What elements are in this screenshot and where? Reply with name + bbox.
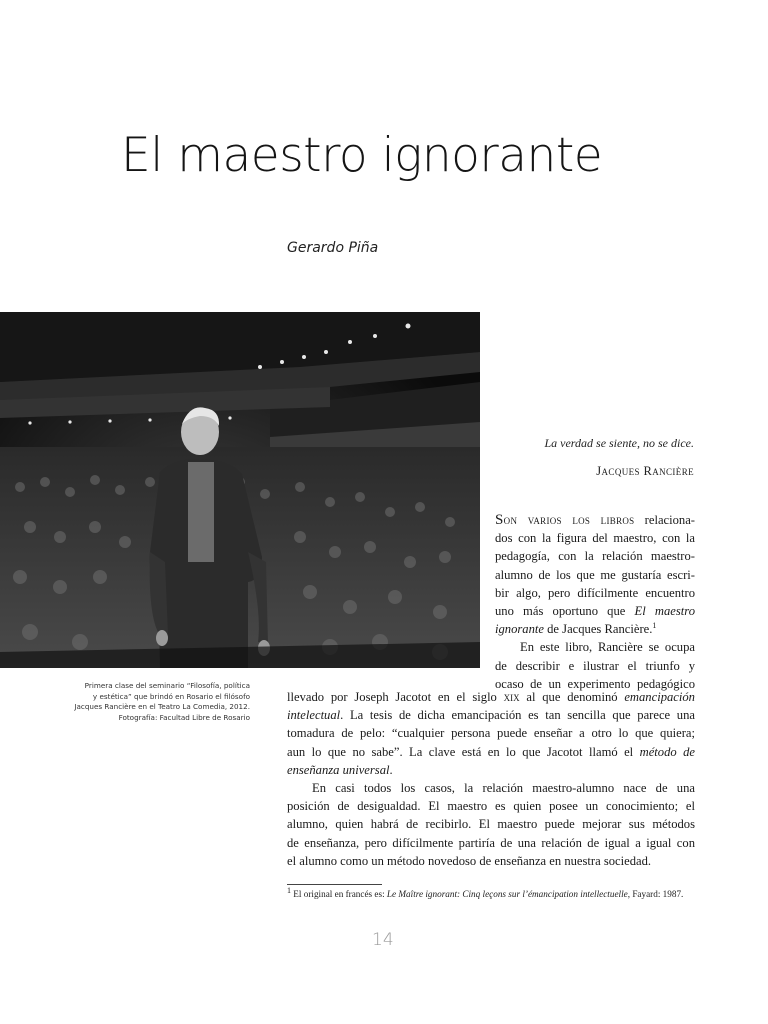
paragraph (495, 511, 695, 638)
caption-line: Primera clase del seminario “Filosofía, política (84, 681, 250, 690)
caption-line: Fotografía: Facultad Libre de Rosario (118, 712, 250, 722)
footnote-number: 1 (287, 885, 291, 895)
text-line: de enseñanza, pero difícilmente partiría de una relación de igual a igual con (287, 835, 695, 850)
text-line: uno más oportuno que El maestro (495, 604, 696, 619)
body-column-wide (287, 688, 695, 870)
epigraph-attribution: Jacques Rancière (596, 464, 694, 478)
footnote: $^1$ El original en francés es: Le Maître ignorant: Cinq leçons sur l’émancipation intellectuelle, Fayard: 1987. (287, 885, 684, 899)
text-line: intelectual. La tesis de dicha emancipación es tan sencilla que parece una (287, 708, 695, 723)
article-author: Gerardo Piña (287, 240, 379, 256)
text-line: bir algo, pero difícilmente encuentro (495, 585, 695, 600)
caption-line: y estética” que brindó en Rosario el filósofo (92, 691, 250, 701)
photo-caption (70, 681, 250, 723)
text-line: En este libro, Rancière se ocupa (520, 640, 695, 655)
text-line: aun lo que no sabe”. La clave está en lo que Jacotot llamó el método de (287, 744, 695, 759)
footnote-book-title: Le Maître ignorant: Cinq leçons sur l’émancipation intellectuelle (386, 889, 628, 899)
text-line: alumno, quien habrá de recibirlo. El maestro puede mejorar sus métodos (287, 817, 695, 832)
page-number: 14 (372, 930, 394, 950)
text-line: En casi todos los casos, la relación maestro-alumno nace de una (312, 781, 695, 796)
footnote-ref[interactable]: 1 (652, 621, 657, 631)
paragraph (495, 638, 695, 693)
caption-line: Jacques Rancière en el Teatro La Comedia, 2012. (74, 702, 250, 711)
text-line: dos con la figura del maestro, con la (495, 531, 695, 546)
lead-in-small-caps: Son varios los libros (495, 512, 635, 528)
text-line: tomadura de pelo: “cualquier persona puede enseñar a otro lo que quiera; (287, 726, 695, 741)
text-line: de describir e ilustrar el triunfo y (495, 658, 695, 673)
theater-photo (0, 312, 480, 668)
epigraph-quote: La verdad se siente, no se dice. (544, 436, 694, 450)
text-line: el alumno como un método novedoso de enseñanza en nuestra sociedad. (287, 853, 652, 868)
text-line: alumno de los que me gustaría escri- (495, 567, 695, 582)
article-title: El maestro ignorante (121, 128, 603, 183)
text-line: pedagogía, con la relación maestro- (495, 549, 695, 564)
text-line: ignorante de Jacques Rancière.$^1$ (495, 621, 657, 637)
body-column-narrow (495, 511, 695, 693)
text-line: ocaso de un experimento pedagógico (495, 676, 695, 691)
text-line: llevado por Joseph Jacotot en el siglo xix al que denominó emancipación (287, 690, 695, 704)
text-line: Son varios los libros relaciona- (495, 512, 695, 528)
text-line: enseñanza universal. (287, 762, 393, 777)
text-line: posición de desigualdad. El maestro es quien posee un conocimiento; el (287, 799, 695, 814)
footnote-divider (287, 884, 382, 885)
epigraph (496, 436, 694, 479)
